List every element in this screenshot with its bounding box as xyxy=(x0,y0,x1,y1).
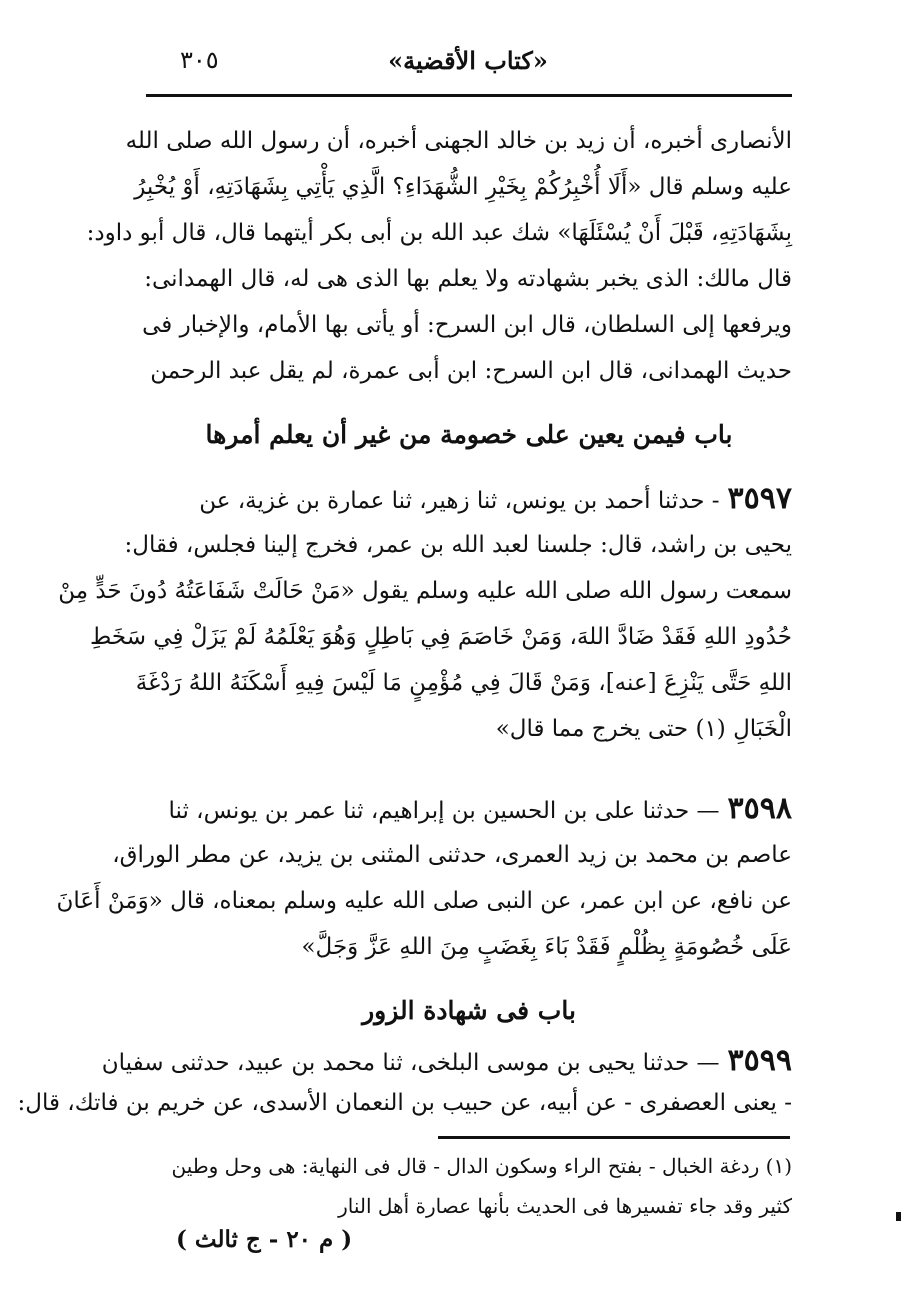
hadith-3599 xyxy=(17,1040,792,1124)
header-rule xyxy=(146,94,792,97)
scan-edge-mark xyxy=(896,1212,901,1221)
text-line: قال مالك: الذى يخبر بشهادته ولا يعلم بها الذى هى له، قال الهمدانى: xyxy=(144,266,792,292)
text-line: اللهِ حَتَّى يَنْزِعَ [عنه]، وَمَنْ قَالَ فِي مُؤْمِنٍ مَا لَيْسَ فِيهِ أَسْكَنَهُ اللهُ رَدْغَةَ xyxy=(135,670,792,696)
text-line: ويرفعها إلى السلطان، قال ابن السرح: أو يأتى بها الأمام، والإخبار فى xyxy=(142,312,792,338)
text-line: الأنصارى أخبره، أن زيد بن خالد الجهنى أخبره، أن رسول الله صلى الله xyxy=(125,128,792,154)
text-line: بِشَهَادَتِهِ، قَبْلَ أَنْ يُسْئَلَهَا» شك عبد الله بن أبى بكر أيتهما قال، قال أبو داود: xyxy=(86,220,792,246)
footnote-line: (١) ردغة الخبال - بفتح الراء وسكون الدال - قال فى النهاية: هى وحل وطين xyxy=(171,1154,792,1178)
text-line: حُدُودِ اللهِ فَقَدْ ضَادَّ اللهَ، وَمَنْ خَاصَمَ فِي بَاطِلٍ وَهُوَ يَعْلَمُهُ لَمْ يَزَلْ فِي سَخَطِ xyxy=(90,624,792,650)
hadith-first-line xyxy=(146,476,792,522)
page-number: ٣٠٥ xyxy=(180,46,219,74)
text-line: عَلَى خُصُومَةٍ بِظُلْمٍ فَقَدْ بَاءَ بِغَضَبٍ مِنَ اللهِ عَزَّ وَجَلَّ» xyxy=(301,934,792,960)
text-line: عليه وسلم قال «أَلَا أُخْبِرُكُمْ بِخَيْرِ الشُّهَدَاءِ؟ الَّذِي يَأْتِي بِشَهَادَتِهِ، أَوْ يُخْبِرُ xyxy=(134,174,792,200)
footnote-rule xyxy=(438,1136,790,1139)
chapter-heading: باب فى شهادة الزور xyxy=(362,996,576,1025)
text-line: يحيى بن راشد، قال: جلسنا لعبد الله بن عمر، فخرج إلينا فجلس، فقال: xyxy=(124,532,792,558)
signature-mark: ( م ٢٠ - ج ثالث ) xyxy=(176,1226,353,1253)
hadith-text: — حدثنا على بن الحسين بن إبراهيم، ثنا عمر بن يونس، ثنا xyxy=(168,798,720,824)
running-title: «كتاب الأقضية» xyxy=(388,46,548,75)
text-line: حديث الهمدانى، قال ابن السرح: ابن أبى عمرة، لم يقل عبد الرحمن xyxy=(150,358,792,384)
footnote xyxy=(146,1146,792,1226)
text-line: عاصم بن محمد بن زيد العمرى، حدثنى المثنى بن يزيد، عن مطر الوراق، xyxy=(112,842,792,868)
chapter-heading: باب فيمن يعين على خصومة من غير أن يعلم أمرها xyxy=(205,420,733,449)
hadith-number: ٣٥٩٩ xyxy=(727,1043,792,1078)
page-header xyxy=(148,40,788,84)
hadith-text: - حدثنا أحمد بن يونس، ثنا زهير، ثنا عمارة بن غزية، عن xyxy=(199,488,720,514)
hadith-text: — حدثنا يحيى بن موسى البلخى، ثنا محمد بن عبيد، حدثنى سفيان xyxy=(101,1050,720,1076)
hadith-3597 xyxy=(58,476,792,752)
text-line: سمعت رسول الله صلى الله عليه وسلم يقول «مَنْ حَالَتْ شَفَاعَتُهُ دُونَ حَدٍّ مِنْ xyxy=(58,578,792,604)
hadith-number: ٣٥٩٧ xyxy=(727,481,792,516)
intro-paragraph xyxy=(86,118,792,394)
hadith-first-line xyxy=(101,1040,792,1082)
text-line: - يعنى العصفرى - عن أبيه، عن حبيب بن النعمان الأسدى، عن خريم بن فاتك، قال: xyxy=(17,1090,792,1116)
hadith-first-line xyxy=(146,786,792,832)
text-line: عن نافع، عن ابن عمر، عن النبى صلى الله عليه وسلم بمعناه، قال «وَمَنْ أَعَانَ xyxy=(56,888,792,914)
hadith-number: ٣٥٩٨ xyxy=(727,791,792,826)
footnote-line: كثير وقد جاء تفسيرها فى الحديث بأنها عصارة أهل النار xyxy=(338,1194,792,1218)
text-line: الْخَبَالِ (١) حتى يخرج مما قال» xyxy=(495,716,792,742)
hadith-3598 xyxy=(56,786,792,970)
